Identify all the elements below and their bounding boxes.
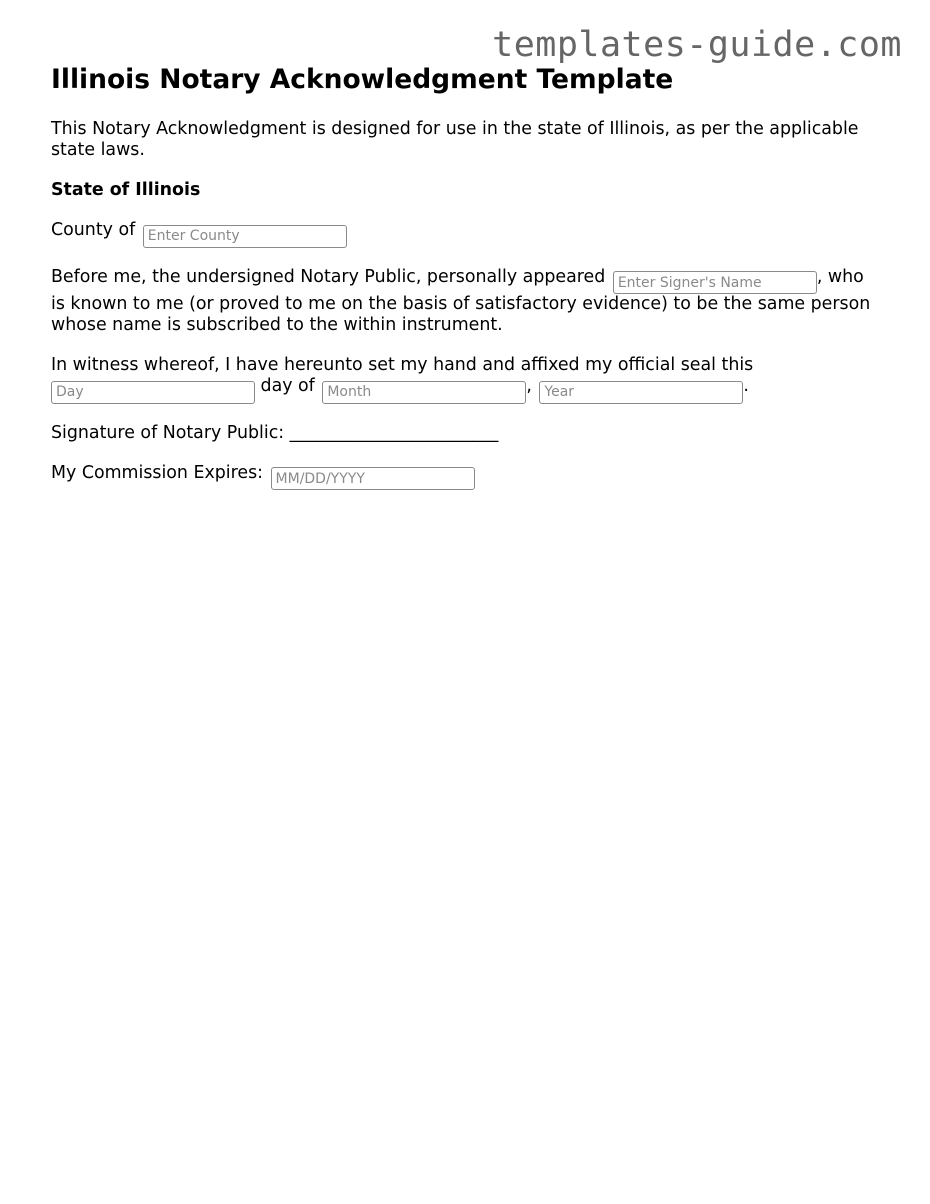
commission-label: My Commission Expires:: [51, 462, 263, 483]
document-body: [51, 62, 871, 490]
signature-row: [51, 423, 871, 444]
day-input[interactable]: [51, 381, 255, 404]
appeared-text-after: , who is known to me (or proved to me on the basis of satisfactory evidence) to be the same person whose name is subscribed to the within instrument.: [51, 266, 871, 335]
month-input[interactable]: [322, 381, 526, 404]
signature-line: ________________________: [289, 422, 499, 443]
witness-text: In witness whereof, I have hereunto set my hand and affixed my official seal this: [51, 355, 754, 375]
county-input[interactable]: [143, 225, 347, 248]
commission-row: [51, 463, 871, 491]
signer-name-input[interactable]: [613, 271, 817, 294]
comma-separator: ,: [526, 376, 532, 396]
intro-paragraph: This Notary Acknowledgment is designed for use in the state of Illinois, as per the applicable state laws.: [51, 119, 859, 160]
period-mark: .: [743, 376, 749, 396]
commission-date-input[interactable]: [271, 467, 475, 490]
witness-paragraph: [51, 355, 871, 404]
watermark: templates-guide.com: [492, 25, 902, 65]
county-row: [51, 220, 871, 248]
appeared-text-before: Before me, the undersigned Notary Public, personally appeared: [51, 266, 606, 287]
year-input[interactable]: [539, 381, 743, 404]
page-title: Illinois Notary Acknowledgment Template: [51, 64, 674, 95]
county-label: County of: [51, 220, 136, 240]
state-heading: State of Illinois: [51, 180, 201, 200]
day-of-label: day of: [260, 376, 315, 396]
appeared-paragraph: [51, 267, 871, 337]
signature-label: Signature of Notary Public:: [51, 422, 285, 443]
